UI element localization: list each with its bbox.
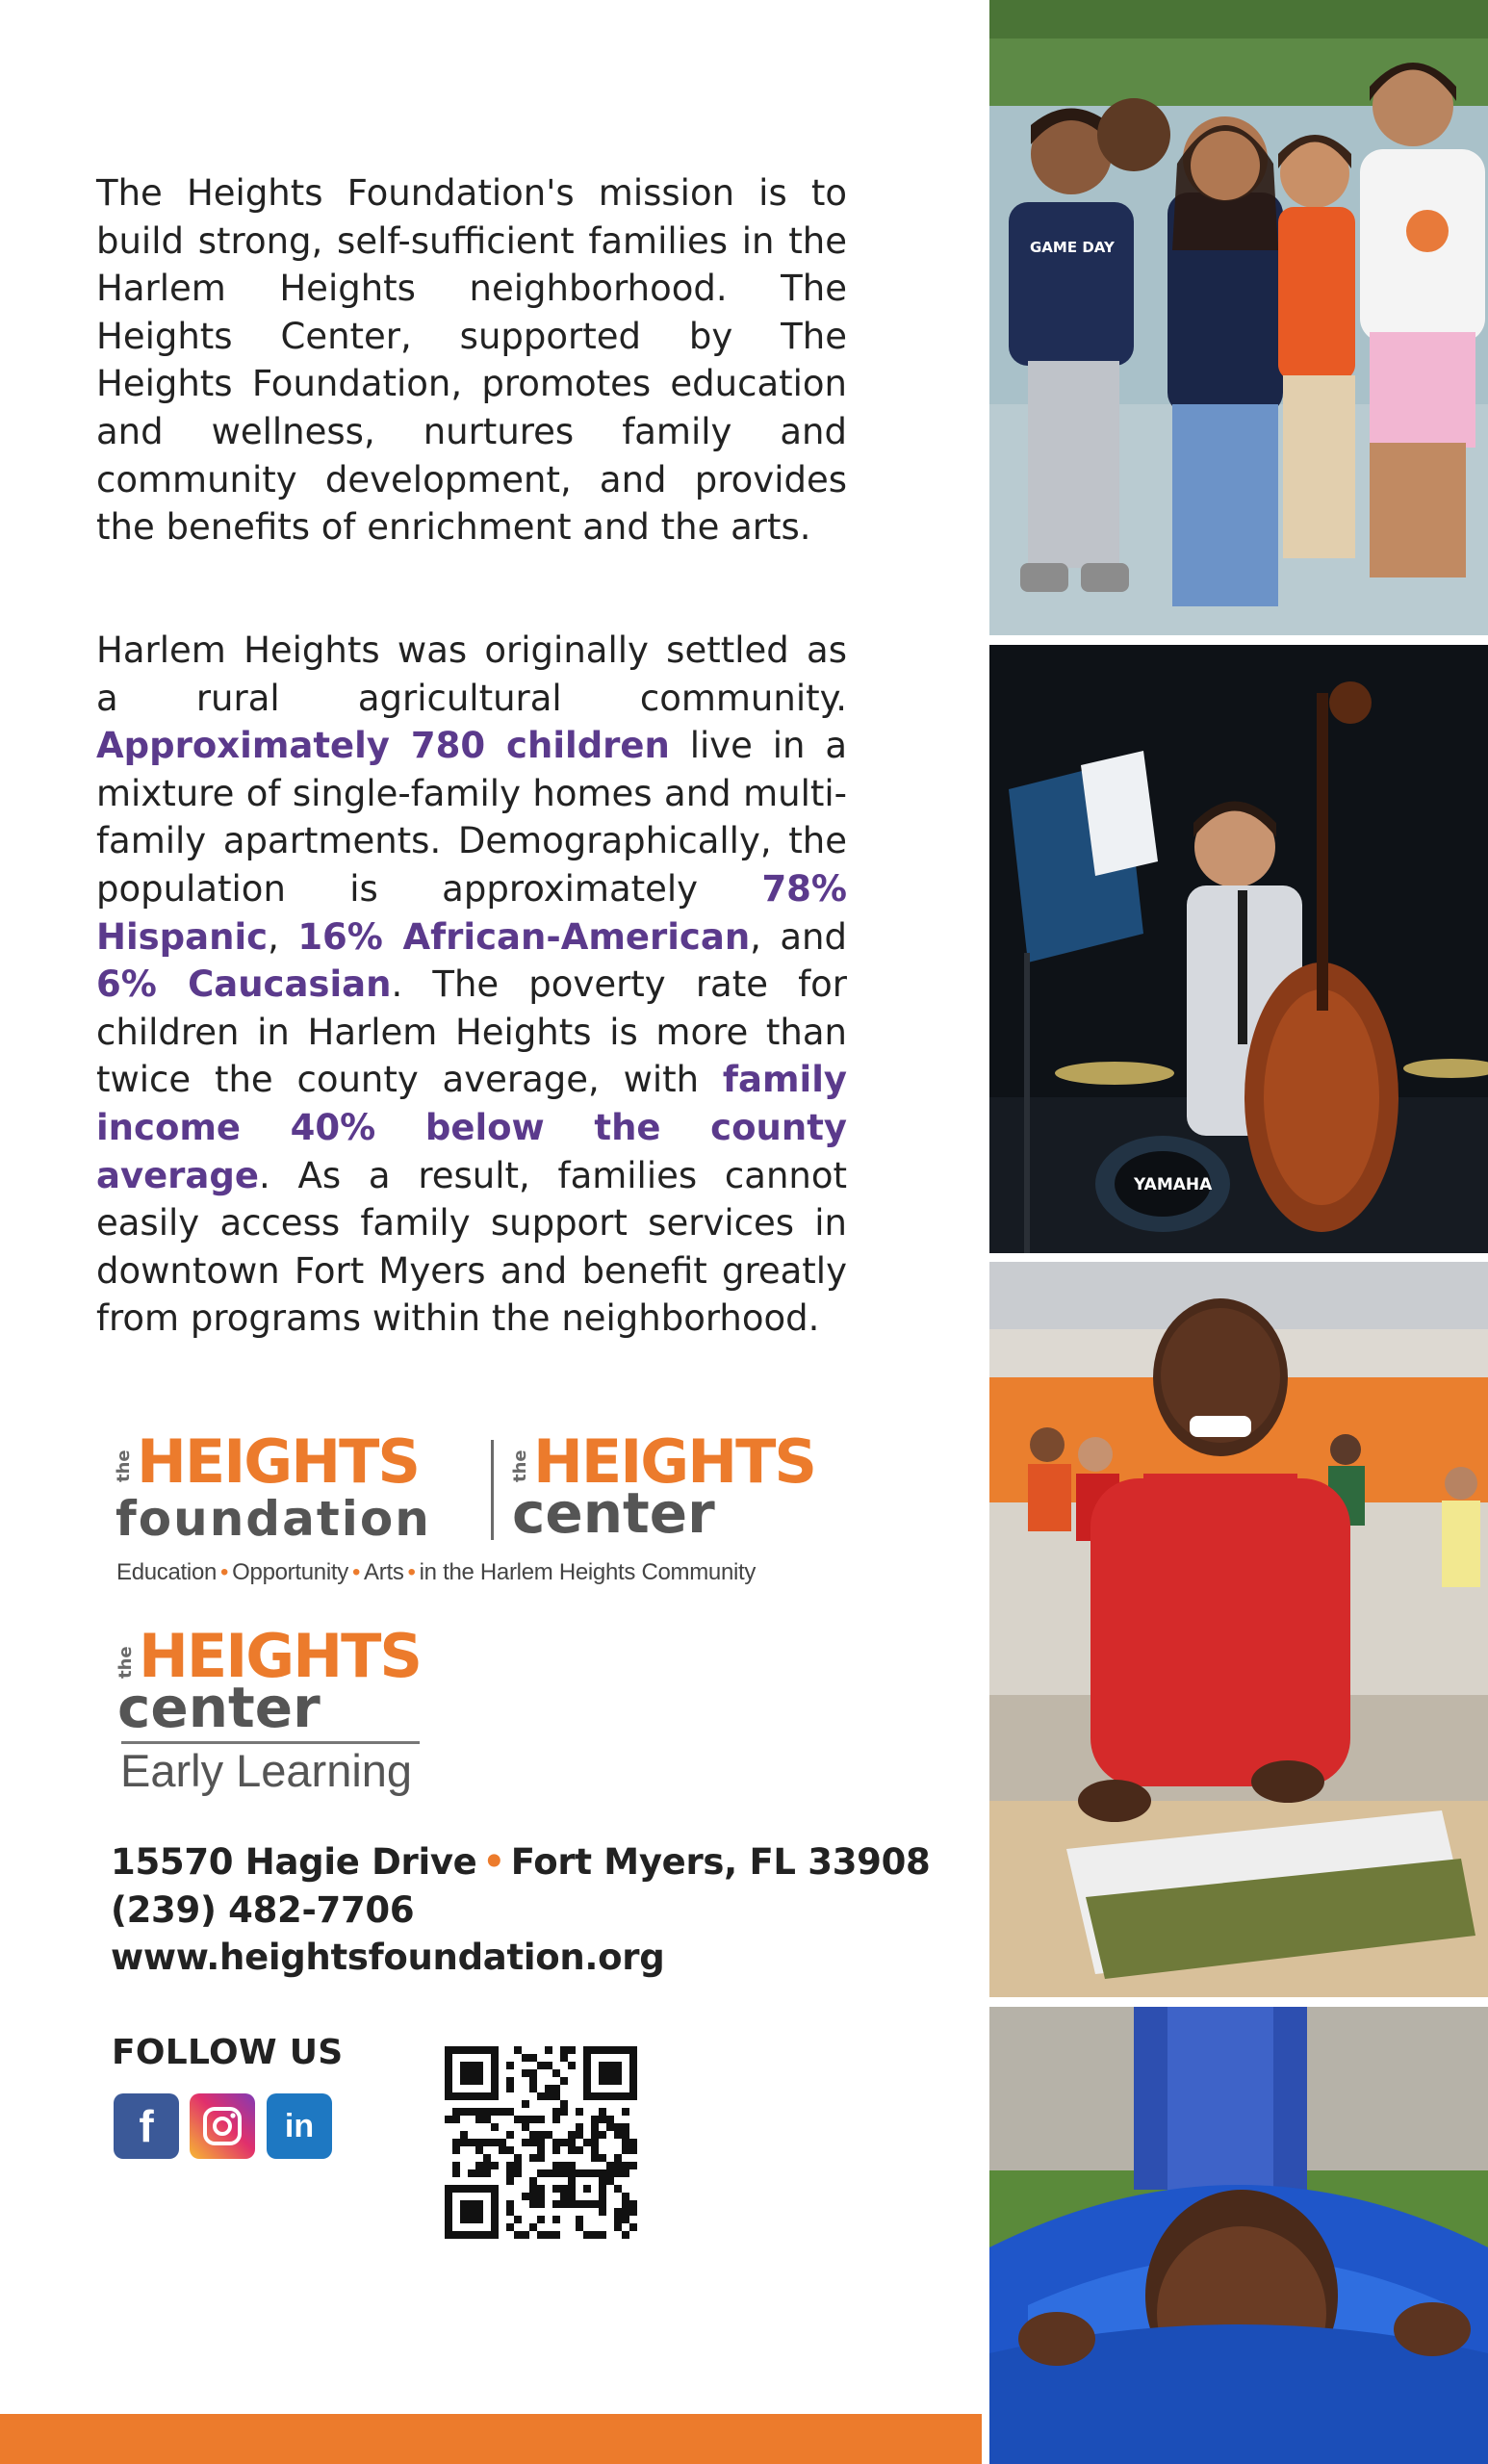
qr-module xyxy=(552,2069,560,2077)
qr-module xyxy=(560,2139,568,2146)
qr-module xyxy=(529,2177,537,2185)
qr-module xyxy=(606,2169,614,2177)
qr-module xyxy=(560,2162,568,2169)
qr-module xyxy=(622,2231,629,2239)
qr-module xyxy=(522,2054,529,2062)
qr-module xyxy=(475,2116,483,2123)
qr-module xyxy=(576,2131,583,2139)
qr-module xyxy=(452,2108,460,2116)
qr-module xyxy=(452,2162,460,2169)
qr-module xyxy=(537,2131,545,2139)
tagline xyxy=(116,1559,756,1586)
text-run: , and xyxy=(750,915,847,958)
qr-module xyxy=(537,2092,545,2100)
highlight-income: family income 40% below the county average xyxy=(96,1059,847,1196)
qr-module xyxy=(468,2169,475,2177)
qr-module xyxy=(468,2139,475,2146)
qr-module xyxy=(568,2062,576,2069)
qr-module xyxy=(576,2223,583,2231)
instagram-icon[interactable] xyxy=(190,2093,255,2159)
qr-module xyxy=(560,2200,568,2208)
qr-module xyxy=(491,2108,499,2116)
qr-module xyxy=(537,2169,545,2177)
photo-bass-player xyxy=(989,645,1488,1253)
heights-foundation-logo[interactable] xyxy=(114,1426,472,1548)
qr-module xyxy=(529,2200,537,2208)
qr-module xyxy=(622,2123,629,2131)
shirt-text: GAME DAY xyxy=(1030,239,1115,256)
qr-module xyxy=(560,2100,568,2108)
website-link[interactable]: www.heightsfoundation.org xyxy=(111,1937,665,1978)
logo-row xyxy=(114,1426,826,1548)
qr-module xyxy=(475,2169,483,2177)
qr-module xyxy=(514,2154,522,2162)
qr-module xyxy=(537,2216,545,2223)
qr-code-icon[interactable] xyxy=(445,2046,637,2239)
qr-module xyxy=(529,2139,537,2146)
street-address: 15570 Hagie Drive xyxy=(111,1841,477,1883)
qr-module xyxy=(629,2223,637,2231)
qr-module xyxy=(576,2123,583,2131)
logo-heights: HEIGHTS xyxy=(139,1621,422,1691)
mission-paragraph: The Heights Foundation's mission is to build strong, self-sufficient families in the Harlem Heights neighborhood. The Heights Center, supported by The Heights Foundation, promotes education and wellness, nurtures family and community development, and provides the benefits of enrichment and the arts. xyxy=(96,172,847,549)
qr-module xyxy=(529,2116,537,2123)
qr-module xyxy=(529,2154,537,2162)
photo-group-children xyxy=(989,0,1488,635)
follow-us-title: FOLLOW US xyxy=(112,2033,344,2072)
demographics-paragraph xyxy=(96,627,847,1343)
tagline-item: Arts xyxy=(364,1559,404,1585)
qr-module xyxy=(529,2085,537,2092)
bullet-dot: • xyxy=(220,1559,229,1585)
qr-module xyxy=(622,2208,629,2216)
qr-module xyxy=(452,2139,460,2146)
qr-module xyxy=(491,2139,499,2146)
qr-module xyxy=(452,2116,460,2123)
qr-module xyxy=(537,2193,545,2200)
text-run: . As a result, families cannot easily access family support services in downtown Fort Myers and benefit greatly from programs within the neighborhood. xyxy=(96,1154,847,1340)
qr-module xyxy=(506,2162,514,2169)
qr-module xyxy=(552,2146,560,2154)
qr-module xyxy=(629,2208,637,2216)
qr-module xyxy=(560,2046,568,2054)
qr-module xyxy=(545,2092,552,2100)
qr-module xyxy=(522,2139,529,2146)
qr-module xyxy=(460,2139,468,2146)
qr-module xyxy=(599,2154,606,2162)
qr-module xyxy=(560,2193,568,2200)
qr-module xyxy=(629,2200,637,2208)
qr-module xyxy=(537,2116,545,2123)
qr-module xyxy=(483,2169,491,2177)
qr-module xyxy=(452,2146,460,2154)
photo-classroom-boy xyxy=(989,1262,1488,1997)
qr-module xyxy=(452,2169,460,2177)
text-run: live in a mixture of single-family homes and multi-family apartments. Demographically, the population is approximately xyxy=(96,725,847,910)
qr-module xyxy=(629,2139,637,2146)
qr-module xyxy=(591,2116,599,2123)
qr-module xyxy=(622,2139,629,2146)
qr-module xyxy=(622,2169,629,2177)
qr-module xyxy=(460,2108,468,2116)
qr-module xyxy=(552,2231,560,2239)
qr-module xyxy=(475,2146,483,2154)
qr-module xyxy=(460,2131,468,2139)
qr-module xyxy=(599,2108,606,2116)
qr-module xyxy=(622,2146,629,2154)
heights-center-logo[interactable] xyxy=(510,1426,828,1548)
qr-module xyxy=(560,2185,568,2193)
qr-module xyxy=(522,2100,529,2108)
facebook-icon[interactable] xyxy=(114,2093,179,2159)
qr-module xyxy=(591,2123,599,2131)
logo-center-word: center xyxy=(117,1675,321,1740)
qr-module xyxy=(483,2162,491,2169)
contact-block xyxy=(111,1838,931,1982)
linkedin-glyph: in xyxy=(284,2107,315,2144)
qr-module xyxy=(522,2231,529,2239)
qr-module xyxy=(537,2146,545,2154)
qr-module xyxy=(545,2085,552,2092)
address-line xyxy=(111,1838,931,1886)
qr-module xyxy=(599,2208,606,2216)
qr-module xyxy=(591,2139,599,2146)
linkedin-icon[interactable] xyxy=(267,2093,332,2159)
qr-module xyxy=(529,2069,537,2077)
qr-module xyxy=(591,2154,599,2162)
qr-module xyxy=(560,2077,568,2085)
qr-module xyxy=(552,2116,560,2123)
qr-module xyxy=(614,2162,622,2169)
qr-module xyxy=(583,2139,591,2146)
qr-module xyxy=(622,2200,629,2208)
qr-module xyxy=(545,2231,552,2239)
qr-module xyxy=(622,2193,629,2200)
qr-module xyxy=(506,2169,514,2177)
qr-module xyxy=(506,2208,514,2216)
qr-module xyxy=(537,2139,545,2146)
qr-module xyxy=(614,2169,622,2177)
qr-module xyxy=(529,2185,537,2193)
qr-module xyxy=(491,2123,499,2131)
qr-module xyxy=(537,2062,545,2069)
text-run: Harlem Heights was originally settled as a rural agricultural community. xyxy=(96,629,847,719)
qr-module xyxy=(529,2077,537,2085)
qr-module xyxy=(445,2116,452,2123)
qr-module xyxy=(568,2131,576,2139)
qr-module xyxy=(614,2131,622,2139)
qr-module xyxy=(522,2123,529,2131)
qr-module xyxy=(622,2108,629,2116)
highlight-hispanic: 78% Hispanic xyxy=(96,867,847,958)
qr-module xyxy=(614,2216,622,2223)
qr-module xyxy=(506,2146,514,2154)
qr-module xyxy=(529,2223,537,2231)
qr-module xyxy=(552,2085,560,2092)
bottom-accent-bar xyxy=(0,2414,982,2464)
qr-module xyxy=(606,2177,614,2185)
qr-module xyxy=(483,2116,491,2123)
qr-module xyxy=(537,2154,545,2162)
qr-module xyxy=(529,2131,537,2139)
qr-module xyxy=(460,2200,483,2223)
qr-module xyxy=(576,2146,583,2154)
logo-the: the xyxy=(115,1646,136,1679)
qr-module xyxy=(514,2162,522,2169)
qr-module xyxy=(506,2108,514,2116)
qr-module xyxy=(475,2108,483,2116)
qr-module xyxy=(614,2223,622,2231)
qr-module xyxy=(499,2146,506,2154)
tagline-item: Opportunity xyxy=(232,1559,348,1585)
bullet-dot: • xyxy=(351,1559,361,1585)
qr-module xyxy=(576,2108,583,2116)
qr-module xyxy=(506,2223,514,2231)
qr-module xyxy=(591,2231,599,2239)
qr-module xyxy=(583,2231,591,2239)
qr-module xyxy=(491,2162,499,2169)
qr-module xyxy=(506,2085,514,2092)
qr-module xyxy=(545,2046,552,2054)
qr-module xyxy=(568,2139,576,2146)
qr-module xyxy=(506,2131,514,2139)
qr-module xyxy=(522,2069,529,2077)
qr-module xyxy=(529,2054,537,2062)
logo-heights: HEIGHTS xyxy=(533,1426,816,1497)
qr-module xyxy=(622,2162,629,2169)
qr-module xyxy=(614,2208,622,2216)
qr-module xyxy=(552,2185,560,2193)
qr-module xyxy=(568,2162,576,2169)
qr-module xyxy=(606,2162,614,2169)
highlight-children: Approximately 780 children xyxy=(96,725,670,767)
highlight-african-american: 16% African-American xyxy=(297,915,751,958)
qr-module xyxy=(552,2216,560,2223)
qr-module xyxy=(506,2077,514,2085)
qr-module xyxy=(552,2169,560,2177)
qr-module xyxy=(499,2108,506,2116)
qr-module xyxy=(475,2162,483,2169)
qr-module xyxy=(522,2116,529,2123)
qr-module xyxy=(552,2092,560,2100)
qr-module xyxy=(483,2108,491,2116)
bullet-dot: • xyxy=(407,1559,416,1585)
qr-module xyxy=(614,2123,622,2131)
qr-module xyxy=(499,2139,506,2146)
logo-heights: HEIGHTS xyxy=(137,1426,420,1497)
qr-module xyxy=(522,2193,529,2200)
qr-module xyxy=(514,2046,522,2054)
qr-module xyxy=(599,2116,606,2123)
qr-module xyxy=(629,2146,637,2154)
instagram-glyph xyxy=(201,2105,244,2147)
photo-playground-girl xyxy=(989,2007,1488,2464)
drum-brand: YAMAHA xyxy=(1134,1175,1213,1194)
logo-early-learning: Early Learning xyxy=(120,1745,413,1796)
logo-foundation-word: foundation xyxy=(115,1491,431,1547)
qr-module xyxy=(606,2116,614,2123)
qr-module xyxy=(537,2185,545,2193)
qr-module xyxy=(599,2131,606,2139)
bullet-dot: • xyxy=(482,1841,505,1883)
qr-module xyxy=(622,2131,629,2139)
qr-module xyxy=(560,2054,568,2062)
qr-module xyxy=(599,2062,622,2085)
qr-module xyxy=(468,2108,475,2116)
qr-module xyxy=(591,2146,599,2154)
qr-module xyxy=(606,2123,614,2131)
qr-module xyxy=(483,2139,491,2146)
qr-module xyxy=(568,2046,576,2054)
qr-module xyxy=(506,2200,514,2208)
text-run: , xyxy=(268,915,298,958)
early-learning-logo[interactable] xyxy=(115,1621,433,1796)
tagline-item: in the Harlem Heights Community xyxy=(419,1559,757,1585)
qr-module xyxy=(514,2116,522,2123)
logo-the: the xyxy=(510,1450,530,1482)
logo-center-word: center xyxy=(512,1480,715,1546)
qr-module xyxy=(560,2108,568,2116)
highlight-caucasian: 6% Caucasian xyxy=(96,963,392,1006)
qr-module xyxy=(622,2216,629,2223)
qr-module xyxy=(552,2139,560,2146)
qr-module xyxy=(460,2062,483,2085)
facebook-glyph: f xyxy=(139,2101,154,2151)
qr-module xyxy=(545,2169,552,2177)
qr-module xyxy=(583,2185,591,2193)
qr-module xyxy=(591,2131,599,2139)
qr-module xyxy=(506,2177,514,2185)
tagline-item: Education xyxy=(116,1559,218,1585)
qr-module xyxy=(514,2216,522,2223)
qr-module xyxy=(552,2162,560,2169)
qr-module xyxy=(483,2154,491,2162)
logo-the: the xyxy=(114,1450,134,1482)
qr-module xyxy=(514,2169,522,2177)
qr-module xyxy=(629,2162,637,2169)
qr-module xyxy=(537,2231,545,2239)
phone-number[interactable]: (239) 482-7706 xyxy=(111,1888,415,1931)
qr-module xyxy=(599,2231,606,2239)
qr-module xyxy=(614,2185,622,2193)
qr-module xyxy=(552,2108,560,2116)
qr-module xyxy=(475,2139,483,2146)
qr-module xyxy=(560,2169,568,2177)
qr-module xyxy=(529,2193,537,2200)
qr-module xyxy=(614,2154,622,2162)
qr-module xyxy=(576,2216,583,2223)
qr-module xyxy=(506,2062,514,2069)
qr-module xyxy=(552,2200,560,2208)
text-run: . The poverty rate for children in Harlem Heights is more than twice the county average, with xyxy=(96,963,847,1101)
qr-module xyxy=(514,2231,522,2239)
qr-module xyxy=(545,2062,552,2069)
qr-module xyxy=(537,2200,545,2208)
qr-module xyxy=(568,2146,576,2154)
city-address: Fort Myers, FL 33908 xyxy=(510,1841,931,1883)
logo-divider xyxy=(491,1440,494,1540)
qr-module xyxy=(545,2131,552,2139)
